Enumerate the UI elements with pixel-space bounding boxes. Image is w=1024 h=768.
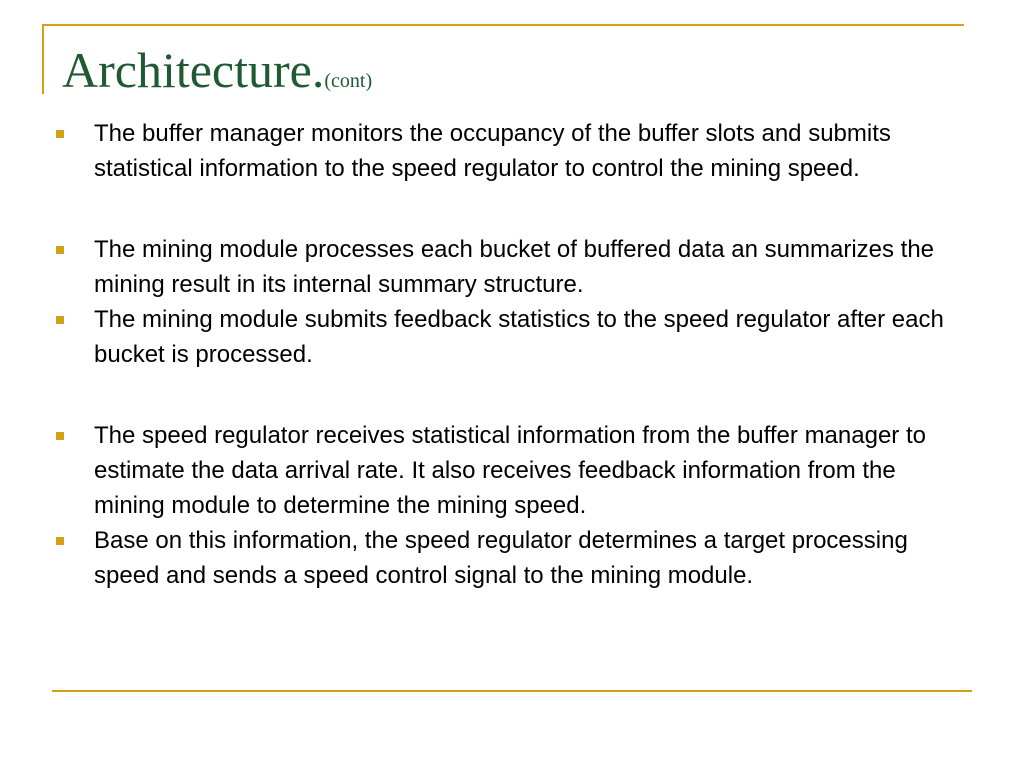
bullet-text: The mining module submits feedback statistics to the speed regulator after each bucket is processed. (94, 306, 944, 368)
square-bullet-icon (56, 537, 64, 545)
bullet-list (56, 116, 956, 593)
slide-title-suffix: (cont) (324, 70, 373, 92)
bullet-item (56, 302, 956, 372)
title-frame-left-line (42, 24, 44, 94)
square-bullet-icon (56, 316, 64, 324)
slide-title (62, 38, 372, 113)
bullet-item (56, 116, 956, 186)
square-bullet-icon (56, 130, 64, 138)
title-frame-top-line (42, 24, 964, 26)
square-bullet-icon (56, 432, 64, 440)
bullet-item (56, 523, 956, 593)
bullet-text: The buffer manager monitors the occupancy of the buffer slots and submits statistical information to the speed regulator to control the mining speed. (94, 120, 891, 182)
bullet-text: Base on this information, the speed regulator determines a target processing speed and sends a speed control signal to the mining module. (94, 527, 908, 589)
bullet-item (56, 418, 956, 523)
slide-title-main: Architecture. (62, 42, 325, 98)
bullet-text: The speed regulator receives statistical information from the buffer manager to estimate the data arrival rate. It also receives feedback information from the mining module to determine the mining speed. (94, 422, 926, 519)
bullet-item (56, 232, 956, 302)
square-bullet-icon (56, 246, 64, 254)
bullet-text: The mining module processes each bucket of buffered data an summarizes the mining result in its internal summary structure. (94, 236, 935, 298)
footer-divider-line (52, 690, 972, 692)
